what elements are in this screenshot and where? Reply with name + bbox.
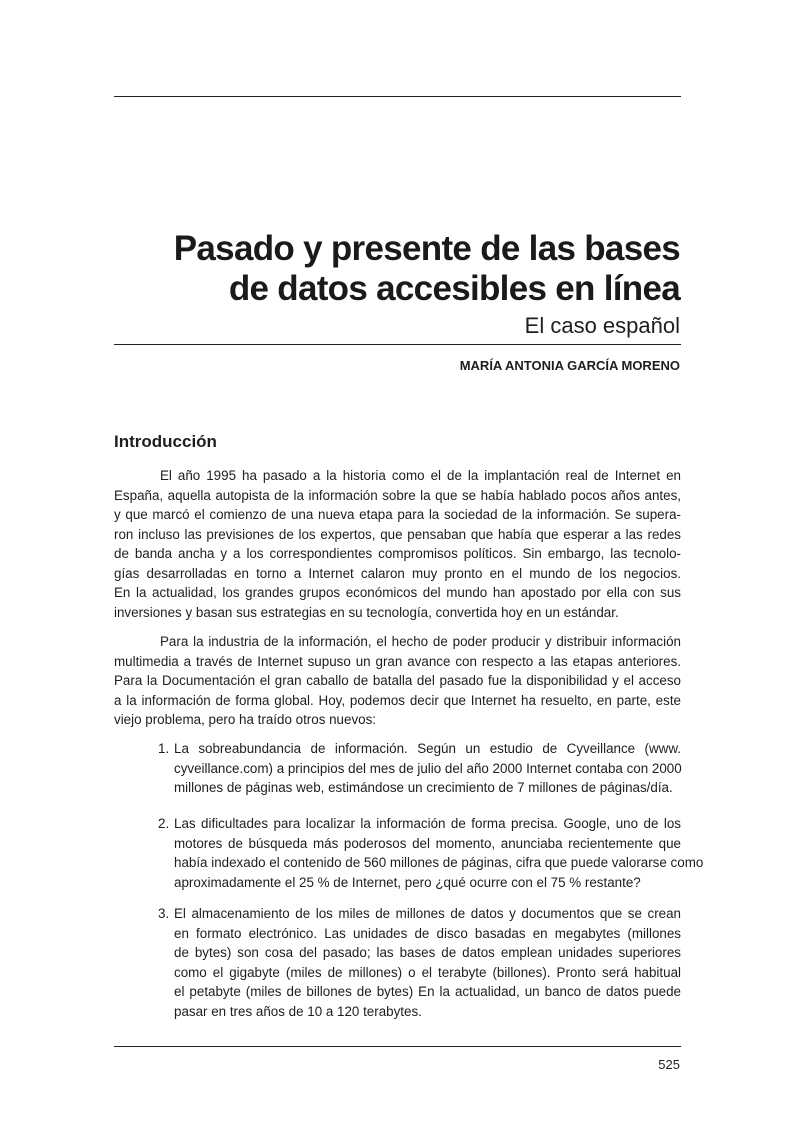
text-line: Para la Documentación el gran caballo de batalla del pasado fue la disponibilidad y el acceso [114, 673, 681, 688]
text-line: a la información de forma global. Hoy, podemos decir que Internet ha resuelto, en parte, este [114, 692, 681, 708]
text-line: El año 1995 ha pasado a la historia como el de la implantación real de Internet en [160, 468, 681, 483]
paragraph-2 [114, 632, 681, 730]
text-line: millones de páginas web, estimándose un crecimiento de 7 millones de páginas/día. [174, 780, 673, 795]
text-line: en formato electrónico. Las unidades de disco basadas en megabytes (millones [174, 925, 681, 941]
section-heading: Introducción [114, 432, 217, 451]
text-line: En la actualidad, los grandes grupos económicos del mundo han apostado por ella con sus [114, 585, 681, 600]
list-item [158, 814, 704, 892]
text-line: había indexado el contenido de 560 millones de páginas, cifra que puede valorarse como [174, 855, 704, 870]
text-line: gías desarrolladas en torno a Internet calaron muy pronto en el mundo de los negocios. [114, 565, 681, 581]
text-line: cyveillance.com) a principios del mes de julio del año 2000 Internet contaba con 2000 [174, 760, 682, 776]
text-line: ron incluso las previsiones de los expertos, que pensaban que había que esperar a las redes [114, 526, 681, 542]
list-number: 3. [158, 906, 170, 921]
list-item [158, 904, 681, 1021]
text-line: La sobreabundancia de información. Según un estudio de Cyveillance (www. [174, 741, 681, 756]
subtitle: El caso español [524, 313, 680, 338]
text-line: aproximadamente el 25 % de Internet, pero ¿qué ocurre con el 75 % restante? [174, 874, 641, 890]
text-line: Para la industria de la información, el hecho de poder producir y distribuir información [160, 634, 681, 649]
text-line: como el gigabyte (miles de millones) o el terabyte (billones). Pronto será habitual [174, 964, 681, 980]
page-title [120, 229, 680, 309]
paragraph-1 [114, 466, 681, 622]
author: MARÍA ANTONIA GARCÍA MORENO [459, 358, 680, 373]
text-line: España, aquella autopista de la información sobre la que se había hablado pocos años antes, [114, 487, 681, 503]
title-line-2: de datos accesibles en línea [228, 269, 680, 308]
text-line: multimedia a través de Internet supuso un gran avance con respecto a las etapas anteriores. [114, 653, 681, 669]
title-line-1: Pasado y presente de las bases [173, 229, 680, 268]
text-line: de banda ancha y a los correspondientes compromisos políticos. Sin embargo, las tecnolo- [114, 546, 681, 561]
text-line: inversiones y basan sus estrategias en su tecnología, convertida hoy en un estándar. [114, 604, 619, 620]
list-item [158, 739, 681, 798]
text-line: El almacenamiento de los miles de millones de datos y documentos que se crean [174, 906, 681, 921]
text-line: el petabyte (miles de billones de bytes) En la actualidad, un banco de datos puede [174, 984, 681, 999]
text-line: viejo problema, pero ha traído otros nuevos: [114, 712, 377, 727]
title-rule [114, 344, 681, 345]
text-line: y que marcó el comienzo de una nueva etapa para la sociedad de la información. Se supera- [114, 507, 681, 522]
list-number: 1. [158, 741, 170, 756]
text-line: motores de búsqueda más poderosos del momento, anunciaba recientemente que [174, 835, 681, 851]
list-number: 2. [158, 816, 170, 831]
footer-rule [114, 1046, 681, 1047]
text-line: Las dificultades para localizar la información de forma precisa. Google, uno de los [174, 816, 681, 831]
text-line: de bytes) son cosa del pasado; las bases de datos emplean unidades superiores [174, 945, 681, 960]
top-rule [114, 96, 681, 97]
text-line: pasar en tres años de 10 a 120 terabytes. [174, 1003, 422, 1019]
page-number: 525 [658, 1057, 680, 1072]
